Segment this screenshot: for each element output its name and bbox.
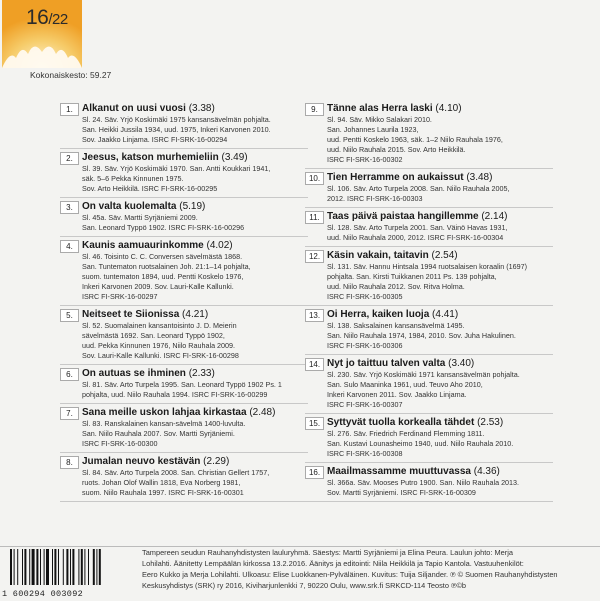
track-detail-line: suom. tuntematon 1894, uud. Pentti Koskelo 1976, xyxy=(82,272,244,281)
track-detail-line: ISRC FI-SRK-16-00302 xyxy=(327,155,403,164)
track-duration: (2.54) xyxy=(431,250,458,261)
track-number: 10. xyxy=(305,172,324,185)
barcode-image xyxy=(2,547,138,587)
barcode-bar xyxy=(40,549,41,585)
track-title-text: Tänne alas Herra laski xyxy=(327,103,433,114)
track-detail-line: ISRC FI-SRK-16-00308 xyxy=(327,449,403,458)
track-item xyxy=(305,247,553,306)
track-number: 1. xyxy=(60,103,79,116)
track-number: 7. xyxy=(60,407,79,420)
track-number: 11. xyxy=(305,211,324,224)
credits-text xyxy=(142,547,592,591)
track-title xyxy=(327,249,553,262)
track-duration: (4.36) xyxy=(473,466,500,477)
track-item xyxy=(305,169,553,208)
track-detail-line: Sl. 81. Säv. Arto Turpela 1995. San. Leonard Typpö 1902 Ps. 1 xyxy=(82,380,282,389)
track-duration: (5.19) xyxy=(179,201,206,212)
track-item xyxy=(305,306,553,355)
track-detail-line: San. Johannes Laurila 1923, xyxy=(327,125,419,134)
track-detail-line: Sl. 45a. Säv. Martti Syrjäniemi 2009. xyxy=(82,213,198,222)
track-item xyxy=(60,149,308,198)
barcode-bar xyxy=(81,549,83,585)
track-number: 6. xyxy=(60,368,79,381)
barcode-bar xyxy=(24,549,26,585)
track-duration: (2.29) xyxy=(203,456,230,467)
track-duration: (2.53) xyxy=(477,417,504,428)
tracklist-left xyxy=(60,100,308,502)
barcode-bar xyxy=(70,549,71,585)
track-detail-line: ISRC FI-SRK-16-00305 xyxy=(327,292,403,301)
track-detail-line: Sov. Martti Syrjäniemi. ISRC FI-SRK-16-00309 xyxy=(327,488,476,497)
track-title-text: Tien Herramme on aukaissut xyxy=(327,172,464,183)
disc-number: 16/22 xyxy=(26,6,68,29)
track-detail-line: San. Heikki Jussila 1934, uud. 1975, Inkeri Karvonen 2010. xyxy=(82,125,271,134)
track-duration: (4.21) xyxy=(182,309,209,320)
barcode-bar xyxy=(84,549,85,585)
track-detail-line: ISRC FI-SRK-16-00300 xyxy=(82,439,158,448)
track-detail-line: uud. Pekka Kinnunen 1976, Niilo Rauhala 2009. xyxy=(82,341,236,350)
track-duration: (3.48) xyxy=(466,172,493,183)
credits-line: Keskusyhdistys (SRK) ry 2016, Kiviharjunlenkki 7, 90220 Oulu, www.srk.fi SRKCD-114 Teosto ℗©b xyxy=(142,581,467,590)
track-number: 9. xyxy=(305,103,324,116)
track-title-text: Alkanut on uusi vuosi xyxy=(82,103,186,114)
track-title xyxy=(82,239,308,252)
track-number: 5. xyxy=(60,309,79,322)
track-duration: (4.02) xyxy=(206,240,233,251)
barcode-bar xyxy=(96,549,97,585)
track-title xyxy=(327,308,553,321)
track-item xyxy=(60,100,308,149)
track-item xyxy=(305,355,553,414)
track-detail-line: Sov. Arto Heikkilä. ISRC FI-SRK-16-00295 xyxy=(82,184,218,193)
track-detail-line: Sl. 276. Säv. Friedrich Ferdinand Flemming 1811. xyxy=(327,429,485,438)
track-title-text: Oi Herra, kaiken luoja xyxy=(327,309,430,320)
track-title xyxy=(82,151,308,164)
track-title-text: On valta kuolemalta xyxy=(82,201,177,212)
credits-line: Tampereen seudun Rauhanyhdistysten lauluryhmä. Säestys: Martti Syrjäniemi ja Elina Peura. Laulun johto: Merja xyxy=(142,548,513,557)
track-detail-line: ISRC FI-SRK-16-00307 xyxy=(327,400,403,409)
track-detail-line: ruots. Johan Olof Wallin 1818, Eva Norberg 1981, xyxy=(82,478,241,487)
barcode-bar xyxy=(46,549,49,585)
track-duration: (4.41) xyxy=(432,309,459,320)
track-detail-line: San. Leonard Typpö 1902. ISRC FI-SRK-16-00296 xyxy=(82,223,245,232)
track-duration: (2.14) xyxy=(481,211,508,222)
track-detail-line: uud. Niilo Rauhala 2000, 2012. ISRC FI-SRK-16-00304 xyxy=(327,233,504,242)
track-title xyxy=(82,200,308,213)
track-detail-line: ISRC FI-SRK-16-00297 xyxy=(82,292,158,301)
track-title xyxy=(327,210,553,223)
track-detail-line: Sl. 24. Säv. Yrjö Koskimäki 1975 kansansävelmän pohjalta. xyxy=(82,115,271,124)
track-detail-line: suom. Niilo Rauhala 1997. ISRC FI-SRK-16-00301 xyxy=(82,488,244,497)
track-title xyxy=(327,465,553,478)
track-detail-line: Sl. 83. Ranskalainen kansan-sävelmä 1400-luvulta. xyxy=(82,419,246,428)
track-title xyxy=(82,308,308,321)
track-number: 13. xyxy=(305,309,324,322)
track-detail-line: Sl. 138. Saksalainen kansansävelmä 1495. xyxy=(327,321,465,330)
track-detail-line: pohjalta. San. Kirsti Tuikkanen 2011 Ps. 139 pohjalta, xyxy=(327,272,497,281)
track-duration: (2.48) xyxy=(249,407,276,418)
track-detail-line: uud. Niilo Rauhala 2015. Sov. Arto Heikkilä. xyxy=(327,145,466,154)
track-detail-line: Sl. 366a. Säv. Mooses Putro 1900. San. Niilo Rauhala 2013. xyxy=(327,478,520,487)
track-detail-line: San. Sulo Maaninka 1961, uud. Teuvo Aho 2010, xyxy=(327,380,483,389)
track-title xyxy=(82,455,308,468)
track-detail-line: Sov. Jaakko Linjama. ISRC FI-SRK-16-00294 xyxy=(82,135,228,144)
track-detail-line: San. Kustavi Lounasheimo 1940, uud. Niilo Rauhala 2010. xyxy=(327,439,514,448)
track-detail-line: Sl. 46. Toisinto C. C. Conversen sävelmästä 1868. xyxy=(82,252,243,261)
track-detail-line: Sl. 39. Säv. Yrjö Koskimäki 1970. San. Antti Koukkari 1941, xyxy=(82,164,271,173)
track-detail-line: Sl. 131. Säv. Hannu Hintsala 1994 ruotsalaisen koraalin (1697) xyxy=(327,262,528,271)
barcode-bar xyxy=(72,549,74,585)
track-detail-line: Inkeri Karvonen 2011. Sov. Jaakko Linjama. xyxy=(327,390,467,399)
track-title xyxy=(327,416,553,429)
barcode-bar xyxy=(17,549,18,585)
track-item xyxy=(60,453,308,502)
track-title-text: On autuas se ihminen xyxy=(82,368,186,379)
track-number: 3. xyxy=(60,201,79,214)
track-item xyxy=(60,237,308,306)
track-item xyxy=(305,100,553,169)
track-detail-line: Sl. 84. Säv. Arto Turpela 2008. San. Christian Gellert 1757, xyxy=(82,468,270,477)
track-detail-line: Sl. 230. Säv. Yrjö Koskimäki 1971 kansansävelmän pohjalta. xyxy=(327,370,520,379)
track-number: 14. xyxy=(305,358,324,371)
track-title-text: Käsin vakain, taitavin xyxy=(327,250,429,261)
track-title-text: Kaunis aamuaurinkomme xyxy=(82,240,204,251)
track-detail-line: säk. 5–6 Pekka Kinnunen 1975. xyxy=(82,174,184,183)
barcode-bar xyxy=(44,549,45,585)
track-title-text: Jumalan neuvo kestävän xyxy=(82,456,201,467)
footer xyxy=(0,546,600,601)
track-number: 8. xyxy=(60,456,79,469)
track-detail-line: San. Tuntematon ruotsalainen Joh. 21:1–14 pohjalta, xyxy=(82,262,251,271)
track-title xyxy=(327,171,553,184)
tracklist-right xyxy=(305,100,553,502)
track-detail-line: uud. Pentti Koskelo 1963, säk. 1–2 Niilo Rauhala 1976, xyxy=(327,135,503,144)
barcode-bar xyxy=(29,549,30,585)
barcode-bar xyxy=(63,549,64,585)
disc-logo xyxy=(2,0,82,68)
track-title-text: Neitseet te Siionissa xyxy=(82,309,180,320)
barcode-bar xyxy=(78,549,79,585)
barcode-number: 1 600294 003092 xyxy=(2,589,84,599)
track-detail-line: Sov. Lauri-Kalle Kallunki. ISRC FI-SRK-16-00298 xyxy=(82,351,239,360)
track-detail-line: Sl. 128. Säv. Arto Turpela 2001. San. Väinö Havas 1931, xyxy=(327,223,508,232)
track-number: 15. xyxy=(305,417,324,430)
barcode-bar xyxy=(10,549,12,585)
track-title xyxy=(82,367,308,380)
track-title xyxy=(327,357,553,370)
barcode-bar xyxy=(66,549,68,585)
track-number: 4. xyxy=(60,240,79,253)
barcode-bar xyxy=(14,549,15,585)
track-duration: (3.38) xyxy=(188,103,215,114)
total-duration: Kokonaiskesto: 59.27 xyxy=(30,70,112,80)
track-duration: (2.33) xyxy=(188,368,215,379)
track-item xyxy=(60,404,308,453)
track-detail-line: pohjalta, uud. Niilo Rauhala 1994. ISRC FI-SRK-16-00299 xyxy=(82,390,268,399)
track-duration: (3.40) xyxy=(448,358,475,369)
barcode-bar xyxy=(32,549,35,585)
track-title-text: Sana meille uskon lahjaa kirkastaa xyxy=(82,407,247,418)
track-item xyxy=(60,198,308,237)
track-title xyxy=(82,102,308,115)
track-duration: (3.49) xyxy=(221,152,248,163)
track-number: 2. xyxy=(60,152,79,165)
track-detail-line: Sl. 52. Suomalainen kansantoisinto J. D. Meierin xyxy=(82,321,237,330)
track-title-text: Taas päivä paistaa hangillemme xyxy=(327,211,479,222)
track-item xyxy=(305,208,553,247)
credits-line: Lohilahti. Äänitetty Lempäälän kirkossa 13.2.2016. Äänitys ja editointi: Niila Heikkilä ja Tapio Kantola. Vastuuhenkilöt: xyxy=(142,559,524,568)
track-detail-line: 2012. ISRC FI-SRK-16-00303 xyxy=(327,194,423,203)
track-number: 16. xyxy=(305,466,324,479)
track-detail-line: Sl. 94. Säv. Mikko Salakari 2010. xyxy=(327,115,432,124)
track-title-text: Maailmassamme muuttuvassa xyxy=(327,466,471,477)
track-title-text: Jeesus, katson murhemieliin xyxy=(82,152,219,163)
barcode xyxy=(2,547,138,599)
track-item xyxy=(305,463,553,502)
barcode-bar xyxy=(54,549,56,585)
track-item xyxy=(60,306,308,365)
track-number: 12. xyxy=(305,250,324,263)
track-title xyxy=(327,102,553,115)
barcode-bar xyxy=(52,549,53,585)
barcode-bar xyxy=(93,549,95,585)
track-title-text: Nyt jo taittuu talven valta xyxy=(327,358,446,369)
track-detail-line: Sl. 106. Säv. Arto Turpela 2008. San. Niilo Rauhala 2005, xyxy=(327,184,510,193)
barcode-bar xyxy=(58,549,59,585)
barcode-bar xyxy=(88,549,89,585)
track-detail-line: San. Niilo Rauhala 1974, 1984, 2010. Sov. Juha Hakulinen. xyxy=(327,331,516,340)
track-title xyxy=(82,406,308,419)
track-detail-line: San. Niilo Rauhala 2007. Sov. Martti Syrjäniemi. xyxy=(82,429,235,438)
barcode-bar xyxy=(22,549,23,585)
credits-line: Eero Kukko ja Merja Lohilahti. Ulkoasu: Elise Luokkanen-Pylväläinen. Kuvitus: Tuija Siljander. ℗ © Suomen Rauhanyhdistysten xyxy=(142,570,558,579)
track-duration: (4.10) xyxy=(435,103,462,114)
track-detail-line: Inkeri Karvonen 2009. Sov. Lauri-Kalle Kallunki. xyxy=(82,282,234,291)
track-detail-line: sävelmästä 1692. San. Leonard Typpö 1902, xyxy=(82,331,225,340)
track-item xyxy=(60,365,308,404)
barcode-bar xyxy=(36,549,38,585)
track-detail-line: uud. Niilo Rauhala 2012. Sov. Ritva Holma. xyxy=(327,282,465,291)
track-detail-line: ISRC FI-SRK-16-00306 xyxy=(327,341,403,350)
track-title-text: Syttyvät tuolla korkealla tähdet xyxy=(327,417,475,428)
track-item xyxy=(305,414,553,463)
barcode-bar xyxy=(99,549,101,585)
